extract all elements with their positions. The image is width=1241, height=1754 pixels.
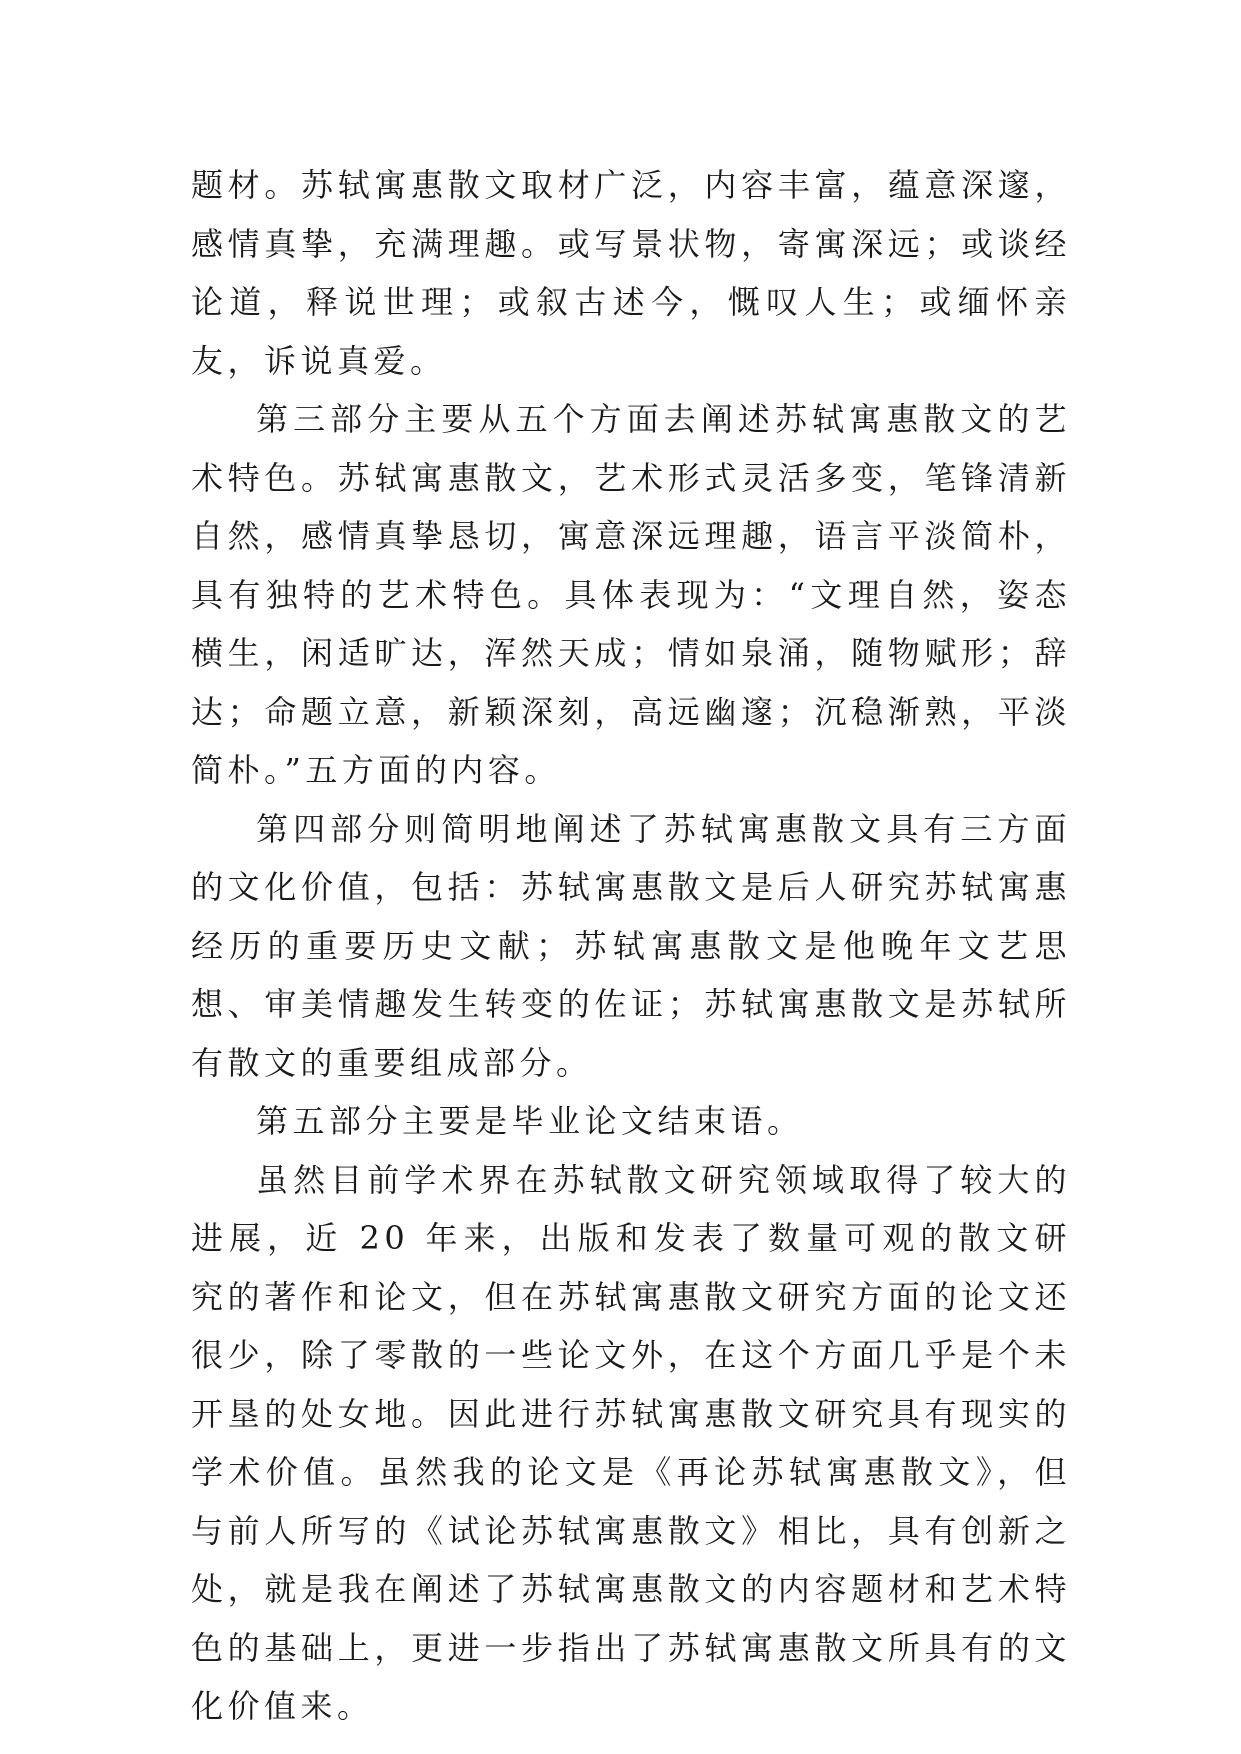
paragraph-part-five: 第五部分主要是毕业论文结束语。 (256, 1102, 804, 1140)
body-text (191, 156, 1071, 1736)
paragraph-part-three: 第三部分主要从五个方面去阐述苏轼寓惠散文的艺术特色。苏轼寓惠散文，艺术形式灵活多变，笔锋清新自然，感情真挚恳切，寓意深远理趣，语言平淡简朴，具有独特的艺术特色。具体表现为：“文理自然，姿态横生，闲适旷达，浑然天成；情如泉涌，随物赋形；辞达；命题立意，新颖深刻，高远幽邃；沉稳渐熟，平淡简朴。”五方面的内容。 (191, 400, 1071, 789)
paragraph-research-value: 虽然目前学术界在苏轼散文研究领域取得了较大的进展，近 20 年来，出版和发表了数量可观的散文研究的著作和论文，但在苏轼寓惠散文研究方面的论文还很少，除了零散的一些论文外，在这个方面几乎是个未开垦的处女地。因此进行苏轼寓惠散文研究具有现实的学术价值。虽然我的论文是《再论苏轼寓惠散文》，但与前人所写的《试论苏轼寓惠散文》相比，具有创新之处，就是我在阐述了苏轼寓惠散文的内容题材和艺术特色的基础上，更进一步指出了苏轼寓惠散文所具有的文化价值来。 (191, 1160, 1071, 1725)
paragraph-part-four: 第四部分则简明地阐述了苏轼寓惠散文具有三方面的文化价值，包括：苏轼寓惠散文是后人研究苏轼寓惠经历的重要历史文献；苏轼寓惠散文是他晚年文艺思想、审美情趣发生转变的佐证；苏轼寓惠散文是苏轼所有散文的重要组成部分。 (191, 809, 1071, 1082)
paragraph-content-topics: 题材。苏轼寓惠散文取材广泛，内容丰富，蕴意深邃，感情真挚，充满理趣。或写景状物，寄寓深远；或谈经论道，释说世理；或叙古述今，慨叹人生；或缅怀亲友，诉说真爱。 (191, 166, 1071, 380)
